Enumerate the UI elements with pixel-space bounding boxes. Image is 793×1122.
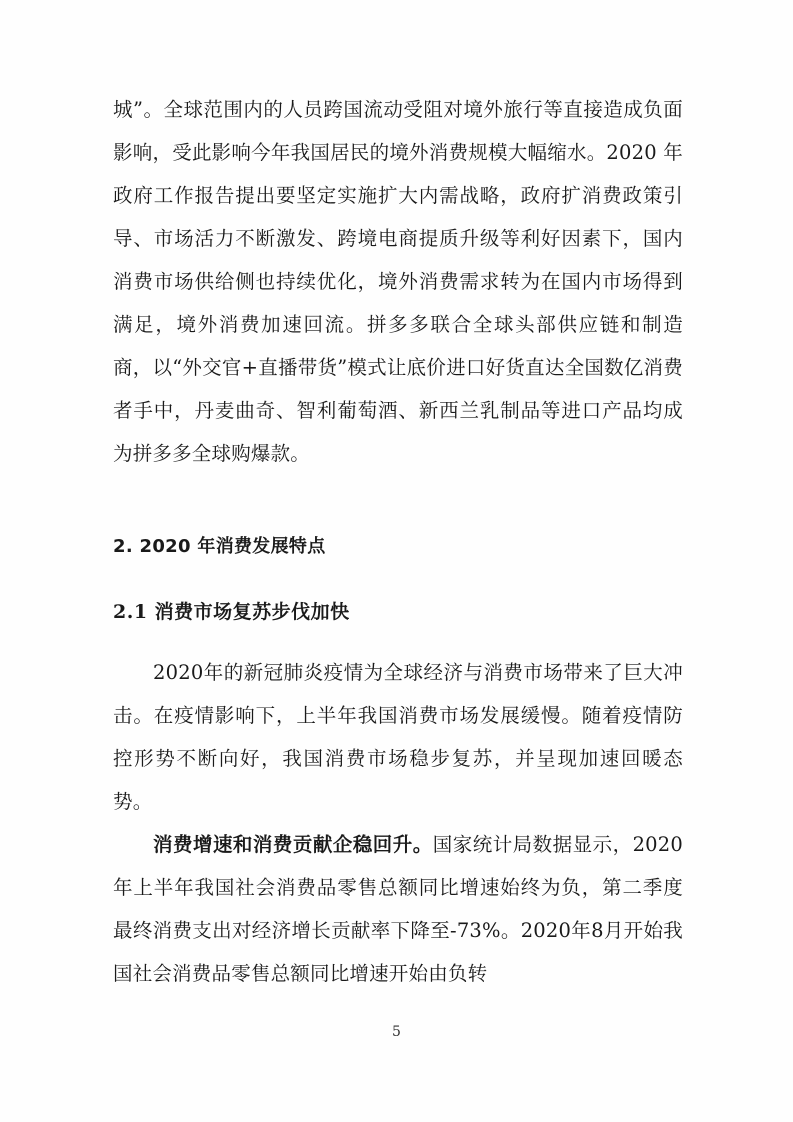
paragraph-growth-contribution	[113, 823, 683, 995]
paragraph-growth-contribution-rest: 国家统计局数据显示，2020年上半年我国社会消费品零售总额同比增速始终为负，第二季度最终消费支出对经济增长贡献率下降至-73%。2020年8月开始我国社会消费品零售总额同比增速开始由负转	[113, 833, 683, 985]
subsection-heading-2-1: 2.1 消费市场复苏步伐加快	[113, 601, 350, 623]
spacer	[113, 633, 683, 651]
paragraph-recovery-pace: 2020年的新冠肺炎疫情为全球经济与消费市场带来了巨大冲击。在疫情影响下，上半年我国消费市场发展缓慢。随着疫情防控形势不断向好，我国消费市场稳步复苏，并呈现加速回暖态势。	[113, 661, 683, 813]
section-heading-2: 2. 2020 年消费发展特点	[113, 536, 326, 557]
page-content	[113, 88, 683, 995]
page-number: 5	[392, 1024, 401, 1040]
paragraph-continuation: 城”。全球范围内的人员跨国流动受阻对境外旅行等直接造成负面影响，受此影响今年我国居民的境外消费规模大幅缩水。2020 年政府工作报告提出要坚定实施扩大内需战略，政府扩消费政策引导、市场活力不断激发、跨境电商提质升级等利好因素下，国内消费市场供给侧也持续优化，境外消费需求转为在国内市场得到满足，境外消费加速回流。拼多多联合全球头部供应链和制造商，以“外交官+直播带货”模式让底价进口好货直达全国数亿消费者手中，丹麦曲奇、智利葡萄酒、新西兰乳制品等进口产品均成为拼多多全球购爆款。	[113, 98, 683, 465]
spacer	[113, 475, 683, 493]
lead-in-bold-run: 消费增速和消费贡献企稳回升。	[153, 833, 433, 856]
